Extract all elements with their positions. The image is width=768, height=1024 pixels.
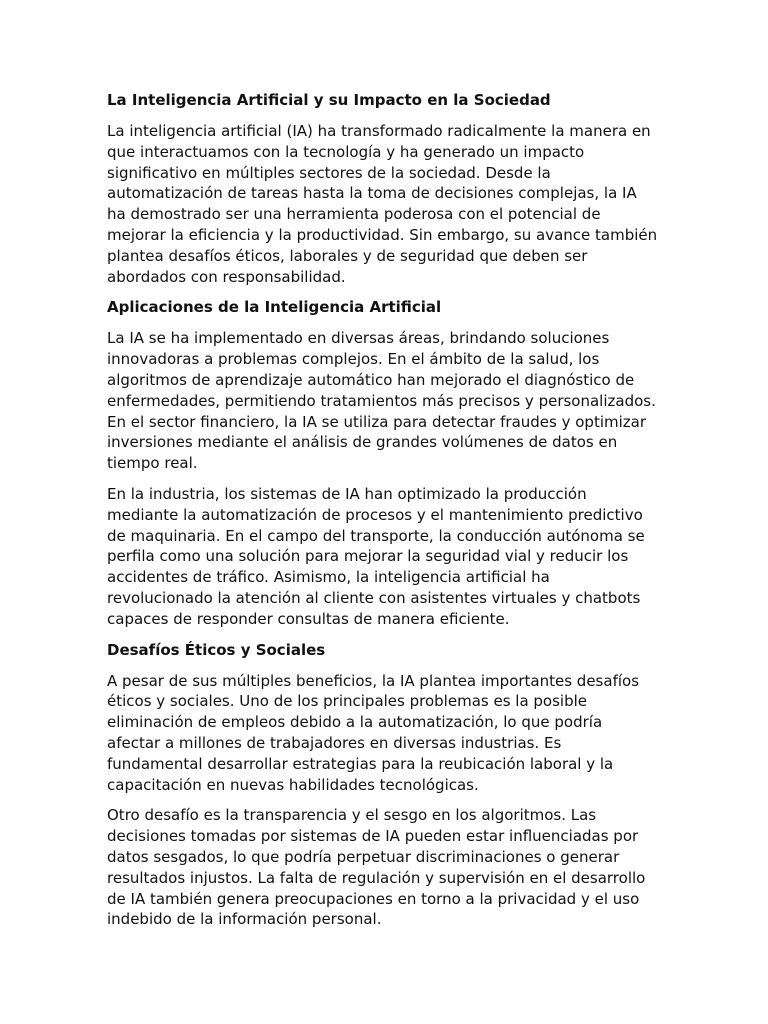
text-line: eliminación de empleos debido a la automatización, lo que podría <box>107 713 603 732</box>
text-line: que interactuamos con la tecnología y ha generado un impacto <box>107 142 585 161</box>
text-line: fundamental desarrollar estrategias para la reubicación laboral y la <box>107 754 614 773</box>
paragraph <box>107 805 663 930</box>
paragraph <box>107 121 663 287</box>
text-line: plantea desafíos éticos, laborales y de seguridad que deben ser <box>107 246 588 265</box>
section-heading: La Inteligencia Artificial y su Impacto en la Sociedad <box>107 91 551 109</box>
text-line: datos sesgados, lo que podría perpetuar discriminaciones o generar <box>107 847 620 866</box>
paragraph <box>107 484 663 630</box>
text-line: La IA se ha implementado en diversas áreas, brindando soluciones <box>107 329 610 348</box>
text-line: resultados injustos. La falta de regulación y supervisión en el desarrollo <box>107 868 646 887</box>
text-line: enfermedades, permitiendo tratamientos más precisos y personalizados. <box>107 391 656 410</box>
text-line: capaces de responder consultas de manera eficiente. <box>107 609 510 628</box>
paragraph <box>107 328 663 474</box>
text-line: revolucionado la atención al cliente con asistentes virtuales y chatbots <box>107 588 641 607</box>
paragraph <box>107 671 663 796</box>
text-line: de IA también genera preocupaciones en torno a la privacidad y el uso <box>107 889 640 908</box>
text-line: A pesar de sus múltiples beneficios, la IA plantea importantes desafíos <box>107 671 640 690</box>
text-line: La inteligencia artificial (IA) ha transformado radicalmente la manera en <box>107 122 651 140</box>
text-line: éticos y sociales. Uno de los principales problemas es la posible <box>107 692 587 711</box>
text-line: perfila como una solución para mejorar la seguridad vial y reducir los <box>107 547 629 566</box>
text-line: significativo en múltiples sectores de la sociedad. Desde la <box>107 163 551 182</box>
section-heading: Aplicaciones de la Inteligencia Artificial <box>107 298 442 317</box>
text-line: En el sector financiero, la IA se utiliza para detectar fraudes y optimizar <box>107 412 647 431</box>
text-line: indebido de la información personal. <box>107 910 382 929</box>
text-line: mejorar la eficiencia y la productividad. Sin embargo, su avance también <box>107 225 658 244</box>
text-line: inversiones mediante el análisis de grandes volúmenes de datos en <box>107 433 618 452</box>
text-line: innovadoras a problemas complejos. En el ámbito de la salud, los <box>107 350 600 369</box>
text-line: automatización de tareas hasta la toma de decisiones complejas, la IA <box>107 184 637 203</box>
text-line: afectar a millones de trabajadores en diversas industrias. Es <box>107 733 562 752</box>
text-line: ha demostrado ser una herramienta poderosa con el potencial de <box>107 205 601 224</box>
text-line: tiempo real. <box>107 454 198 473</box>
text-line: capacitación en nuevas habilidades tecnológicas. <box>107 775 479 794</box>
document-page <box>107 90 663 940</box>
text-line: decisiones tomadas por sistemas de IA pueden estar influenciadas por <box>107 827 639 846</box>
text-line: En la industria, los sistemas de IA han optimizado la producción <box>107 484 587 503</box>
text-line: mediante la automatización de procesos y el mantenimiento predictivo <box>107 505 643 524</box>
text-line: Otro desafío es la transparencia y el sesgo en los algoritmos. Las <box>107 806 597 825</box>
text-line: de maquinaria. En el campo del transporte, la conducción autónoma se <box>107 526 645 545</box>
text-line: algoritmos de aprendizaje automático han mejorado el diagnóstico de <box>107 370 635 389</box>
section-heading: Desafíos Éticos y Sociales <box>107 640 326 659</box>
text-line: abordados con responsabilidad. <box>107 267 346 286</box>
text-line: accidentes de tráfico. Asimismo, la inteligencia artificial ha <box>107 568 550 587</box>
